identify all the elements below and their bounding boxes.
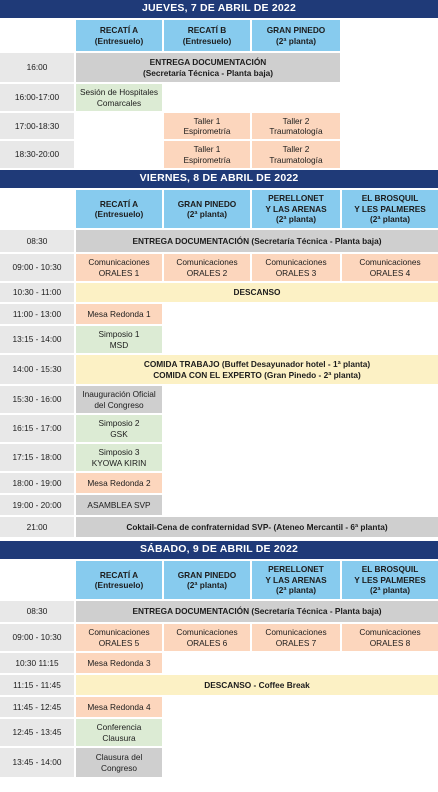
time-cell: 08:30	[0, 601, 74, 622]
time-cell: 11:15 - 11:45	[0, 675, 74, 695]
session-taller-espirometria: Taller 1 Espirometría	[164, 113, 250, 139]
time-cell: 11:45 - 12:45	[0, 697, 74, 717]
time-cell: 08:30	[0, 230, 74, 252]
room-header-perellonet: PERELLONET Y LAS ARENAS (2ª planta)	[252, 190, 340, 228]
session-comunicaciones-orales: Comunicaciones ORALES 6	[164, 624, 250, 651]
time-cell: 13:45 - 14:00	[0, 748, 74, 777]
session-taller-traumatologia: Taller 2 Traumatología	[252, 113, 340, 139]
session-mesa-redonda: Mesa Redonda 3	[76, 653, 162, 673]
session-conferencia-clausura: Conferencia Clausura	[76, 719, 162, 746]
session-comida: COMIDA TRABAJO (Buffet Desayunador hotel - 1ª planta) COMIDA CON EL EXPERTO (Gran Pinedo - 2ª planta)	[76, 355, 438, 384]
session-comunicaciones-orales: Comunicaciones ORALES 8	[342, 624, 438, 651]
time-cell: 17:00-18:30	[0, 113, 74, 139]
day-header-saturday: SÁBADO, 9 DE ABRIL DE 2022	[0, 541, 438, 559]
session-registration: ENTREGA DOCUMENTACIÓN (Secretaría Técnica - Planta baja)	[76, 53, 340, 82]
time-cell: 11:00 - 13:00	[0, 304, 74, 324]
room-header-el-brosquil: EL BROSQUIL Y LES PALMERES (2ª planta)	[342, 190, 438, 228]
session-simposio: Simposio 2 GSK	[76, 415, 162, 442]
session-clausura-congreso: Clausura del Congreso	[76, 748, 162, 777]
session-comunicaciones-orales: Comunicaciones ORALES 2	[164, 254, 250, 281]
session-coffee-break: DESCANSO - Coffee Break	[76, 675, 438, 695]
room-header-gran-pinedo: GRAN PINEDO (2ª planta)	[252, 20, 340, 51]
corner-cell	[0, 190, 74, 228]
session-registration: ENTREGA DOCUMENTACIÓN (Secretaría Técnica - Planta baja)	[76, 230, 438, 252]
session-simposio: Simposio 1 MSD	[76, 326, 162, 353]
time-cell: 09:00 - 10:30	[0, 254, 74, 281]
room-header-el-brosquil: EL BROSQUIL Y LES PALMERES (2ª planta)	[342, 561, 438, 599]
time-cell: 21:00	[0, 517, 74, 537]
time-cell: 13:15 - 14:00	[0, 326, 74, 353]
room-header-gran-pinedo: GRAN PINEDO (2ª planta)	[164, 190, 250, 228]
session-simposio: Simposio 3 KYOWA KIRIN	[76, 444, 162, 471]
time-cell: 16:00	[0, 53, 74, 82]
room-header-gran-pinedo: GRAN PINEDO (2ª planta)	[164, 561, 250, 599]
room-header-recati-a: RECATÍ A (Entresuelo)	[76, 190, 162, 228]
day-header-friday: VIERNES, 8 DE ABRIL DE 2022	[0, 170, 438, 188]
time-cell: 15:30 - 16:00	[0, 386, 74, 413]
time-cell: 16:15 - 17:00	[0, 415, 74, 442]
session-comunicaciones-orales: Comunicaciones ORALES 1	[76, 254, 162, 281]
time-cell: 18:30-20:00	[0, 141, 74, 168]
time-cell: 17:15 - 18:00	[0, 444, 74, 471]
day-header-thursday: JUEVES, 7 DE ABRIL DE 2022	[0, 0, 438, 18]
time-cell: 09:00 - 10:30	[0, 624, 74, 651]
session-hospitales-comarcales: Sesión de Hospitales Comarcales	[76, 84, 162, 111]
time-cell: 16:00-17:00	[0, 84, 74, 111]
time-cell: 10:30 11:15	[0, 653, 74, 673]
session-descanso: DESCANSO	[76, 283, 438, 302]
time-cell: 14:00 - 15:30	[0, 355, 74, 384]
session-taller-traumatologia: Taller 2 Traumatología	[252, 141, 340, 168]
time-cell: 12:45 - 13:45	[0, 719, 74, 746]
session-mesa-redonda: Mesa Redonda 1	[76, 304, 162, 324]
room-header-recati-b: RECATÍ B (Entresuelo)	[164, 20, 250, 51]
time-cell: 10:30 - 11:00	[0, 283, 74, 302]
room-header-recati-a: RECATÍ A (Entresuelo)	[76, 20, 162, 51]
room-header-recati-a: RECATÍ A (Entresuelo)	[76, 561, 162, 599]
session-comunicaciones-orales: Comunicaciones ORALES 3	[252, 254, 340, 281]
corner-cell	[0, 561, 74, 599]
room-header-perellonet: PERELLONET Y LAS ARENAS (2ª planta)	[252, 561, 340, 599]
time-cell: 18:00 - 19:00	[0, 473, 74, 493]
session-comunicaciones-orales: Comunicaciones ORALES 7	[252, 624, 340, 651]
session-inauguracion: Inauguración Oficial del Congreso	[76, 386, 162, 413]
session-mesa-redonda: Mesa Redonda 4	[76, 697, 162, 717]
session-asamblea: ASAMBLEA SVP	[76, 495, 162, 515]
time-cell: 19:00 - 20:00	[0, 495, 74, 515]
session-registration: ENTREGA DOCUMENTACIÓN (Secretaría Técnica - Planta baja)	[76, 601, 438, 622]
session-cena: Coktail-Cena de confraternidad SVP- (Ateneo Mercantil - 6ª planta)	[76, 517, 438, 537]
session-comunicaciones-orales: Comunicaciones ORALES 5	[76, 624, 162, 651]
session-mesa-redonda: Mesa Redonda 2	[76, 473, 162, 493]
session-comunicaciones-orales: Comunicaciones ORALES 4	[342, 254, 438, 281]
corner-cell	[0, 20, 74, 51]
session-taller-espirometria: Taller 1 Espirometría	[164, 141, 250, 168]
